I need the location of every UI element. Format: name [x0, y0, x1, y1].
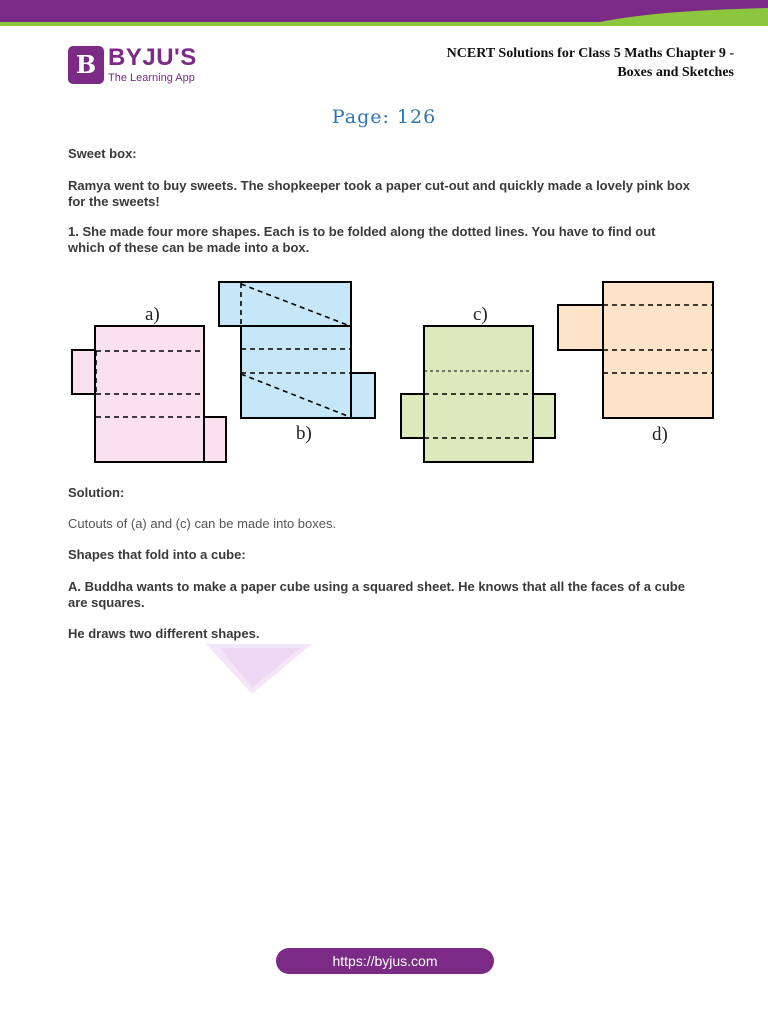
cutout-d	[558, 282, 713, 445]
cutout-c-flap-left	[401, 394, 424, 438]
document-title-line1: NCERT Solutions for Class 5 Maths Chapter 9 -	[446, 46, 734, 61]
cutout-a-flap-left	[72, 350, 96, 394]
logo-name: BYJU'S	[108, 44, 197, 71]
byjus-logo[interactable]	[68, 46, 208, 88]
label-d: d)	[652, 424, 668, 445]
logo-mark: B	[68, 46, 104, 84]
cutout-c	[401, 304, 555, 462]
label-c: c)	[473, 304, 488, 325]
cube-question-line-1: A. Buddha wants to make a paper cube using a squared sheet. He knows that all the faces of a cube	[68, 579, 685, 594]
cube-heading: Shapes that fold into a cube:	[68, 547, 246, 562]
cutout-b	[219, 282, 375, 444]
cube-question	[68, 579, 708, 611]
cutout-b-flap-top	[219, 282, 351, 326]
cutout-a-flap-right	[204, 417, 226, 462]
sweet-box-heading: Sweet box:	[68, 146, 137, 161]
draws-text: He draws two different shapes.	[68, 626, 260, 641]
logo-tagline: The Learning App	[108, 72, 195, 84]
page-number-title: Page: 126	[331, 106, 437, 128]
cutout-d-flap-left	[558, 305, 603, 350]
box-cutouts-figure	[0, 270, 768, 470]
cutout-a	[72, 304, 226, 462]
intro-line-2: for the sweets!	[68, 194, 160, 209]
intro-line-1: Ramya went to buy sweets. The shopkeeper took a paper cut-out and quickly made a lovely pink box	[68, 178, 690, 193]
cutout-b-body	[241, 326, 351, 418]
solution-text: Cutouts of (a) and (c) can be made into boxes.	[68, 516, 337, 531]
cutout-c-flap-right	[533, 394, 555, 438]
intro-paragraph	[68, 178, 708, 210]
label-a: a)	[145, 304, 160, 325]
footer-url-link[interactable]: https://byjus.com	[276, 948, 494, 974]
watermark-logo	[200, 640, 320, 700]
question-paragraph	[68, 224, 708, 256]
top-banner	[0, 0, 768, 26]
document-title	[447, 44, 734, 82]
question-line-2: which of these can be made into a box.	[68, 240, 310, 255]
cube-question-line-2: are squares.	[68, 595, 145, 610]
cutout-b-flap-bottom	[351, 373, 375, 418]
label-b: b)	[296, 423, 312, 444]
question-line-1: 1. She made four more shapes. Each is to be folded along the dotted lines. You have to find out	[68, 224, 656, 239]
document-title-line2: Boxes and Sketches	[617, 65, 734, 80]
solution-heading: Solution:	[68, 485, 125, 500]
